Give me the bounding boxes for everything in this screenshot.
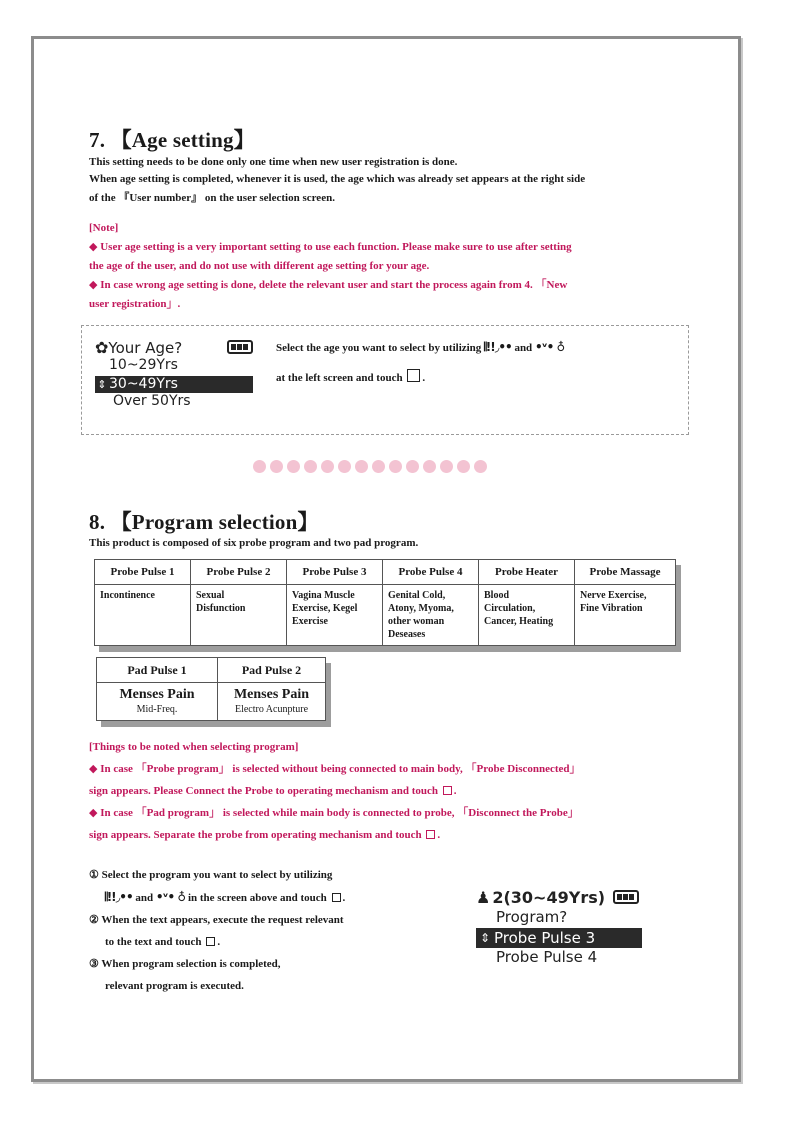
table-row <box>97 683 326 721</box>
table-header: Probe Massage <box>575 560 676 585</box>
table-header: Pad Pulse 2 <box>218 658 326 683</box>
battery-icon <box>227 340 253 354</box>
table-cell <box>218 683 326 721</box>
confirm-box-icon <box>332 893 341 902</box>
step-text: to the text and touch . <box>105 936 221 948</box>
table-cell: Nerve Exercise, Fine Vibration <box>575 585 676 646</box>
step-text: ② When the text appears, execute the request relevant <box>89 914 344 926</box>
diamond-icon: ◆ <box>89 241 101 253</box>
table-header-row <box>97 658 326 683</box>
table-cell: Incontinence <box>95 585 191 646</box>
pad-program-table <box>96 657 326 721</box>
age-setting-description <box>89 153 709 208</box>
divider-dot <box>321 460 334 473</box>
age-lcd-screen <box>95 337 253 412</box>
divider-dot <box>457 460 470 473</box>
table-header: Probe Pulse 4 <box>383 560 479 585</box>
age-option-selected[interactable]: ⇕ 30~49Yrs <box>95 376 253 393</box>
divider-dot <box>423 460 436 473</box>
note-text: User age setting is a very important setting to use each function. Please make sure to use after setting <box>100 241 572 253</box>
table-cell <box>97 683 218 721</box>
note-item: sign appears. Separate the probe from operating mechanism and touch . <box>89 829 441 841</box>
lcd-title: ✿Your Age? <box>95 337 183 357</box>
pad-program-type: Mid-Freq. <box>136 704 178 715</box>
divider-dot <box>287 460 300 473</box>
user-icon: ♟ <box>476 887 491 907</box>
instruction-line: Select the age you want to select by utilizing 𝄃!!◞•• and •ᵛ• ♁ <box>276 340 565 354</box>
program-steps <box>89 864 429 997</box>
confirm-box-icon <box>443 786 452 795</box>
pad-program-type: Electro Acunpture <box>234 704 309 715</box>
table-header-row <box>95 560 676 585</box>
battery-icon <box>613 890 639 904</box>
note-item <box>89 276 709 295</box>
divider-dot <box>389 460 402 473</box>
program-intro: This product is composed of six probe program and two pad program. <box>89 537 419 549</box>
pad-program-name: Menses Pain <box>233 687 310 702</box>
step-text: ③ When program selection is completed, <box>89 958 281 970</box>
up-down-arrow-icon: ⇕ <box>97 378 107 391</box>
program-notes <box>89 736 709 846</box>
program-lcd-screen <box>476 886 646 968</box>
divider-dot <box>355 460 368 473</box>
age-note <box>89 219 709 314</box>
section-divider <box>253 460 487 473</box>
table-cell: Sexual Disfunction <box>191 585 287 646</box>
diamond-icon: ◆ <box>89 807 101 819</box>
lcd-user-row <box>476 886 646 908</box>
lcd-prompt: Program? <box>496 908 568 926</box>
note-item: ◆ In case 「Probe program」 is selected without being connected to main body, 「Probe Disconnected」 <box>89 763 581 775</box>
confirm-box-icon <box>426 830 435 839</box>
note-item: sign appears. Please Connect the Probe to operating mechanism and touch . <box>89 785 457 797</box>
divider-dot <box>270 460 283 473</box>
age-instruction <box>276 338 676 388</box>
gear-icon: ✿ <box>95 337 109 357</box>
table-header: Pad Pulse 1 <box>97 658 218 683</box>
divider-dot <box>406 460 419 473</box>
instruction-line: at the left screen and touch . <box>276 369 676 388</box>
table-cell: Blood Circulation, Cancer, Heating <box>479 585 575 646</box>
age-option[interactable]: 10~29Yrs <box>109 357 178 373</box>
text-line: This setting needs to be done only one time when new user registration is done. <box>89 156 458 168</box>
program-option-selected[interactable]: ⇕ Probe Pulse 3 <box>476 928 642 948</box>
divider-dot <box>304 460 317 473</box>
table-row <box>95 585 676 646</box>
table-header: Probe Heater <box>479 560 575 585</box>
note-label: [Note] <box>89 222 119 234</box>
divider-dot <box>253 460 266 473</box>
note-text: In case wrong age setting is done, delete the relevant user and start the process again from 4. 「New <box>100 279 568 291</box>
note-text: the age of the user, and do not use with different age setting for your age. <box>89 260 430 272</box>
age-option[interactable]: Over 50Yrs <box>113 393 191 409</box>
up-button-icon: 𝄃!!◞•• <box>484 340 512 354</box>
diamond-icon: ◆ <box>89 279 101 291</box>
lcd-title-row <box>95 337 253 357</box>
divider-dot <box>372 460 385 473</box>
step-text: ① Select the program you want to select by utilizing <box>89 869 333 881</box>
program-selection-heading: 8. 【Program selection】 <box>89 510 319 534</box>
up-down-arrow-icon: ⇕ <box>479 931 491 945</box>
note-item: ◆ In case 「Pad program」 is selected while main body is connected to probe, 「Disconnect the Probe」 <box>89 807 579 819</box>
divider-dot <box>440 460 453 473</box>
note-text: user registration」. <box>89 298 181 310</box>
down-button-icon: •ᵛ• ♁ <box>534 340 565 354</box>
diamond-icon: ◆ <box>89 763 101 775</box>
table-cell: Vagina Muscle Exercise, Kegel Exercise <box>287 585 383 646</box>
table-cell: Genital Cold, Atony, Myoma, other woman Deseases <box>383 585 479 646</box>
table-header: Probe Pulse 1 <box>95 560 191 585</box>
up-button-icon: 𝄃!!◞•• <box>105 890 133 904</box>
confirm-box-icon <box>407 369 420 382</box>
step-text: 𝄃!!◞•• and •ᵛ• ♁ in the screen above and touch . <box>105 890 346 904</box>
note-item <box>89 238 709 257</box>
age-setting-heading: 7. 【Age setting】 <box>89 128 255 152</box>
pad-program-name: Menses Pain <box>119 687 195 702</box>
confirm-box-icon <box>206 937 215 946</box>
text-line: of the 『User number』 on the user selection screen. <box>89 192 335 204</box>
down-button-icon: •ᵛ• ♁ <box>155 890 186 904</box>
program-option[interactable]: Probe Pulse 4 <box>496 948 598 966</box>
note-label: [Things to be noted when selecting program] <box>89 741 299 753</box>
divider-dot <box>338 460 351 473</box>
text-line: When age setting is completed, whenever it is used, the age which was already set appears at the right side <box>89 173 586 185</box>
step-text: relevant program is executed. <box>105 980 244 992</box>
lcd-user-label: 2(30~49Yrs) <box>492 887 606 907</box>
table-header: Probe Pulse 3 <box>287 560 383 585</box>
table-header: Probe Pulse 2 <box>191 560 287 585</box>
divider-dot <box>474 460 487 473</box>
probe-program-table <box>94 559 676 646</box>
